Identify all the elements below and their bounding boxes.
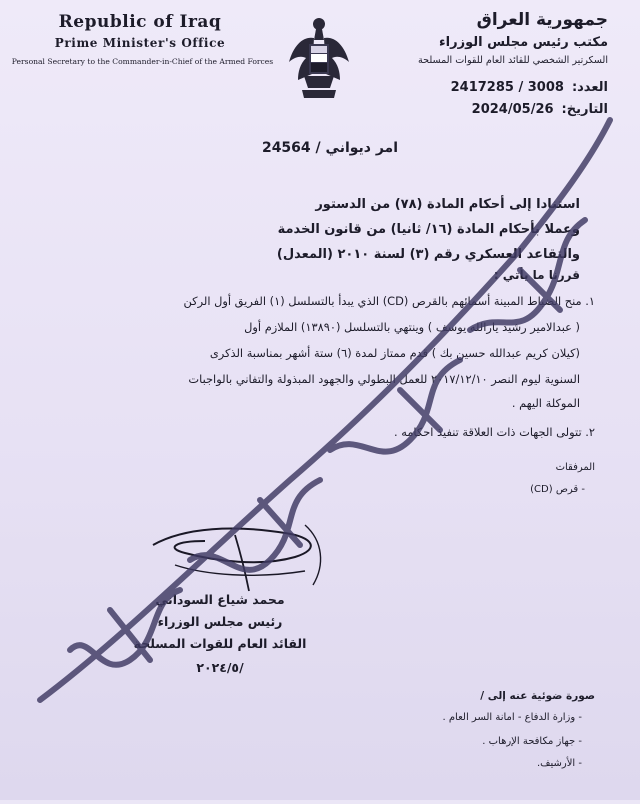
arabic-country-title: جمهورية العراق xyxy=(476,10,608,30)
signatory-title: رئيس مجلس الوزراء xyxy=(157,614,283,629)
signatory-command-title: القائد العام للقوات المسلحة xyxy=(133,636,307,651)
copies-label: صورة ضوئية عنه إلى / xyxy=(480,690,595,702)
attachments-item: - قرص (CD) xyxy=(530,484,585,495)
date-value: 2024/05/26 xyxy=(471,102,554,117)
iraq-eagle-emblem-icon xyxy=(286,14,352,106)
document-date xyxy=(472,102,608,117)
english-office-title: Prime Minister's Office xyxy=(54,36,226,50)
item-line-3: (كيلان كريم عبدالله حسين بك ) قدم ممتاز لمدة (٦) ستة أشهر بمناسبة الذكرى xyxy=(209,346,580,360)
date-label: التاريخ: xyxy=(561,102,608,117)
copies-item-counterterrorism: - جهاز مكافحة الإرهاب . xyxy=(482,736,582,747)
number-value: 2417285 / 3008 xyxy=(450,80,564,95)
preamble-line-3: والتقاعد العسكري رقم (٣) لسنة ٢٠١٠ (المعدل) xyxy=(276,247,580,262)
signature-date: ٢٠٢٤/٥/ xyxy=(196,660,244,675)
item-line-4: السنوية ليوم النصر ٢٠١٧/١٢/١٠ للعمل البطولي والجهود المبذولة والتفاني بالواجبات xyxy=(188,372,580,386)
copies-item-archive: - الأرشيف. xyxy=(536,758,582,769)
copies-item-defense: - وزارة الدفاع - امانة السر العام . xyxy=(442,712,582,723)
handwritten-signature xyxy=(145,505,330,600)
arabic-secretary-line: السكرتير الشخصي للقائد العام للقوات المسلحة xyxy=(418,55,608,66)
preamble-line-2: وعملا بأحكام المادة (١٦/ ثانيا) من قانون الخدمة xyxy=(277,222,580,237)
order-heading xyxy=(250,140,410,156)
item-line-5: الموكلة اليهم . xyxy=(511,396,580,410)
order-label: امر ديواني / xyxy=(315,140,399,156)
attachments-label: المرفقات xyxy=(555,462,595,473)
signatory-name: محمد شياع السوداني xyxy=(155,592,285,607)
preamble-line-1: استنادا إلى أحكام المادة (٧٨) من الدستور xyxy=(315,197,580,212)
item-line-2: ( عبدالامير رشيد يارالله يوسف ) وينتهي بالتسلسل (١٣٨٩٠) الملازم أول xyxy=(244,320,580,334)
item-line-6: ٢. تتولى الجهات ذات العلاقة تنفيذ احكامه . xyxy=(393,425,595,439)
order-number: 24564 xyxy=(261,140,311,156)
decided-heading: قررنا ما يأتي : xyxy=(493,268,580,282)
english-country-title: Republic of Iraq xyxy=(58,12,222,32)
item-line-1: ١. منح الضباط المبينة أسمائهم بالقرص (CD) الذي يبدأ بالتسلسل (١) الفريق أول الركن xyxy=(183,294,595,308)
number-label: العدد: xyxy=(571,80,608,95)
english-secretary-line: Personal Secretary to the Commander-in-Chief of the Armed Forces xyxy=(11,57,274,66)
document-number xyxy=(451,80,608,95)
arabic-office-title: مكتب رئيس مجلس الوزراء xyxy=(439,35,608,50)
